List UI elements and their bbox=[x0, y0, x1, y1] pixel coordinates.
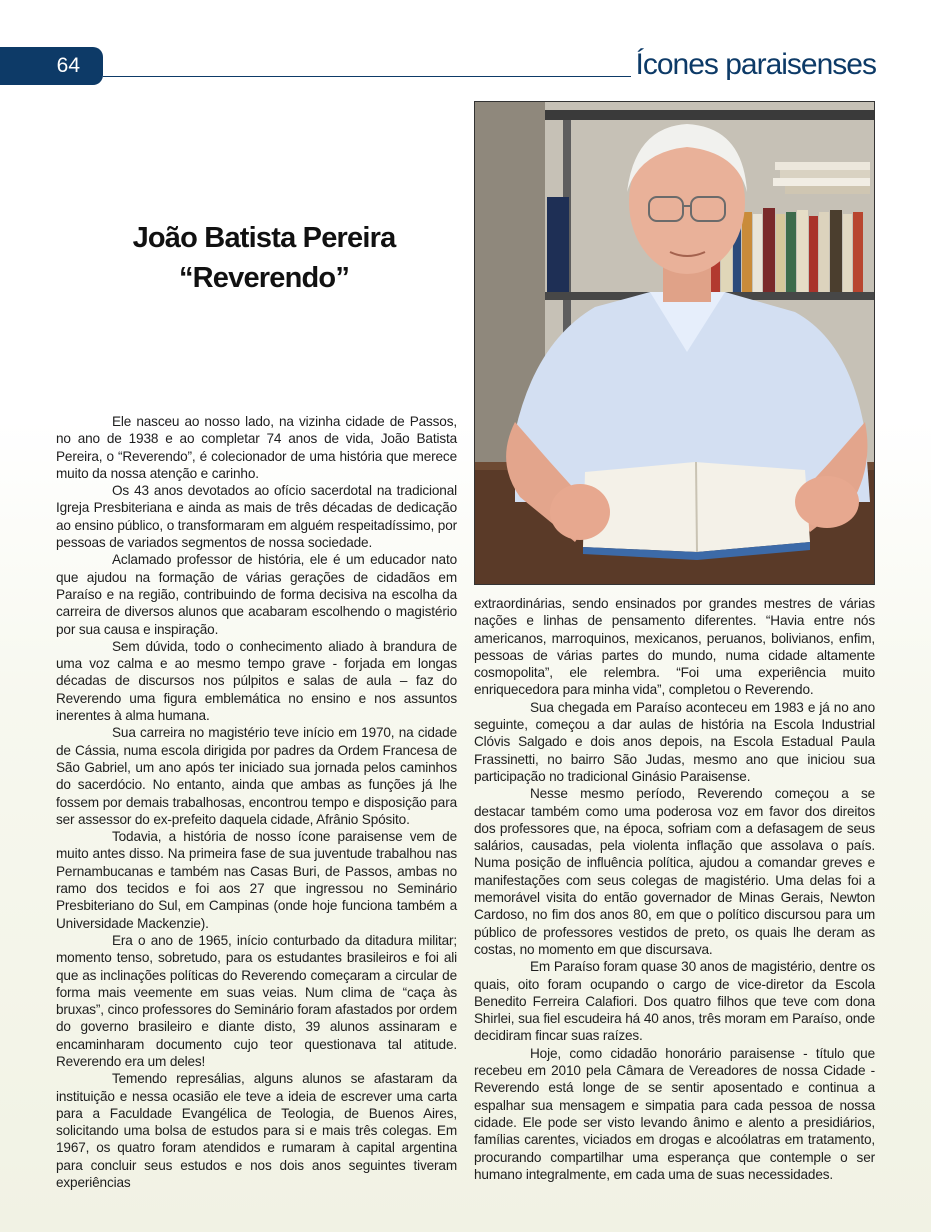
paragraph: Era o ano de 1965, início conturbado da ditadura militar; momento tenso, sobretudo, para os estudantes brasileiros e foi ali que as inclinações políticas do Reverendo começaram a circular de forma mais veemente em suas veias. Num clima de “caça às bruxas”, cinco professores do Seminário foram afastados por ordem do governo brasileiro e diante disto, 39 alunos assinaram e encaminharam documento cujo teor questionava tal atitude. Reverendo era um deles! bbox=[56, 932, 457, 1069]
article-body-left-column bbox=[56, 413, 457, 1191]
paragraph-continuation: extraordinárias, sendo ensinados por grandes mestres de várias nações e linhas de pensamento diferentes. “Havia entre nós americanos, marroquinos, mexicanos, peruanos, bolivianos, enfim, pessoas de várias partes do mundo, numa cidade altamente cosmopolita”, ele relembra. “Foi uma experiência muito enriquecedora para minha vida”, completou o Reverendo. bbox=[474, 596, 875, 698]
section-title: Ícones paraisenses bbox=[635, 48, 876, 81]
paragraph: Sem dúvida, todo o conhecimento aliado à brandura de uma voz calma e ao mesmo tempo grave - forjada em longas décadas de discursos nos púlpitos e salas de aula – faz do Reverendo uma figura emblemática no ensino e nos assuntos inerentes à alma humana. bbox=[56, 638, 457, 724]
paragraph: Ele nasceu ao nosso lado, na vizinha cidade de Passos, no ano de 1938 e ao completar 74 anos de vida, João Batista Pereira, o “Reverendo”, é colecionador de uma história que merece muito da nossa atenção e carinho. bbox=[56, 414, 457, 481]
page-number: 64 bbox=[56, 54, 80, 77]
paragraph: Nesse mesmo período, Reverendo começou a se destacar também como uma poderosa voz em favor dos direitos dos professores que, na época, sofriam com a defasagem de seus salários, causadas, pela violenta inflação que assolava o país. Numa posição de influência política, ajudou a comandar greves e manifestações com seus colegas de magistério. Uma delas foi a memorável visita do então governador de Minas Gerais, Newton Cardoso, no fim dos anos 80, em que o político discursou para um público de professores vestidos de preto, os quais lhe deram as costas, no momento em que discursava. bbox=[474, 786, 875, 957]
paragraph: Aclamado professor de história, ele é um educador nato que ajudou na formação de várias gerações de cidadãos em Paraíso e na região, contribuindo de forma decisiva na escolha da carreira de diversos alunos que acabaram escolhendo o magistério por sua causa e inspiração. bbox=[56, 552, 457, 637]
article-body-right-column bbox=[474, 595, 875, 1183]
paragraph: Temendo represálias, alguns alunos se afastaram da instituição e nessa ocasião ele teve a ideia de escrever uma carta para a Faculdade Evangélica de Teologia, de Buenos Aires, solicitando uma bolsa de estudos para si e mais três colegas. Em 1967, os quatro foram atendidos e rumaram à capital argentina para concluir seus estudos e nos dois anos seguintes tiveram experiências bbox=[56, 1071, 457, 1191]
paragraph: Sua carreira no magistério teve início em 1970, na cidade de Cássia, numa escola dirigida por padres da Ordem Francesa de São Gabriel, um ano após ter iniciado sua jornada pelos caminhos do sacerdócio. No entanto, ainda que ambas as funções já lhe fossem por demais trabalhosas, encontrou tempo e disposição para ser assessor do ex-prefeito daquela cidade, Afrânio Spósito. bbox=[56, 725, 457, 827]
person-nickname: “Reverendo” bbox=[178, 262, 350, 294]
portrait-photo bbox=[474, 101, 875, 585]
page-number-tab bbox=[0, 47, 103, 85]
paragraph: Hoje, como cidadão honorário paraisense - título que recebeu em 2010 pela Câmara de Vereadores de nossa Cidade - Reverendo está longe de se sentir aposentado e continua a espalhar sua mensagem e simpatia para cada pessoa de nossa cidade. Ele pode ser visto levando ânimo e alento a presidiários, famílias carentes, viciados em drogas e alcoólatras em tratamento, procurando compartilhar uma esperança que contemple o ser humano integralmente, em cada uma de suas necessidades. bbox=[474, 1045, 875, 1182]
paragraph: Os 43 anos devotados ao ofício sacerdotal na tradicional Igreja Presbiteriana e ainda as mais de três décadas de dedicação ao ensino público, o transformaram em alguém respeitadíssimo, por pessoas de variados segmentos de nossa sociedade. bbox=[56, 483, 457, 551]
header-rule bbox=[103, 76, 631, 77]
paragraph: Em Paraíso foram quase 30 anos de magistério, dentre os quais, oito foram ocupando o cargo de vice-diretor da Escola Benedito Ferreira Calafiori. Dos quatro filhos que teve com dona Shirlei, sua fiel escudeira há 40 anos, três moram em Paraíso, onde decidiram fincar suas raízes. bbox=[474, 959, 875, 1044]
paragraph: Sua chegada em Paraíso aconteceu em 1983 e já no ano seguinte, começou a dar aulas de história na Escola Industrial Clóvis Salgado e dois anos depois, na Escola Estadual Paula Frassinetti, no bairro São Judas, mesmo ano que iniciou sua participação no tradicional Ginásio Paraisense. bbox=[474, 699, 875, 784]
person-name: João Batista Pereira bbox=[132, 222, 396, 254]
paragraph: Todavia, a história de nosso ícone paraisense vem de muito antes disso. Na primeira fase de sua juventude trabalhou nas Pernambucanas e também nas Casas Buri, de Passos, ambas no ramo dos tecidos e foi aos 27 que ingressou no Seminário Presbiteriano do Sul, em Campinas (onde hoje funciona também a Universidade Mackenzie). bbox=[56, 829, 457, 931]
article-title bbox=[56, 218, 472, 298]
